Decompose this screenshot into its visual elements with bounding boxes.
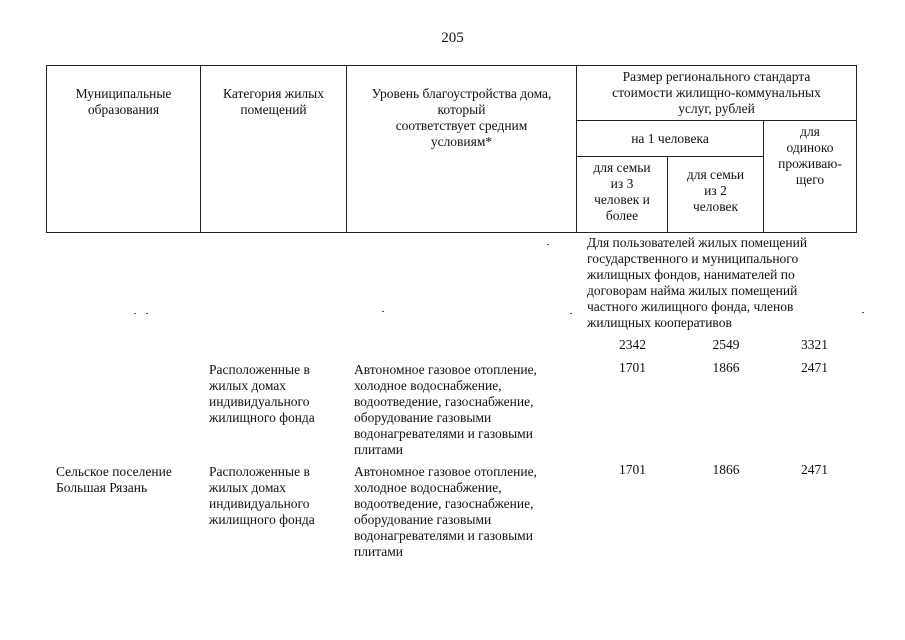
users-subheading: Для пользователей жилых помещений государственного и муниципального жилищных фондов, нанимателей по договорам найма жилых помещений частного жилищного фонда, членов жилищных кооперативов <box>587 235 808 330</box>
header-per-person-text: на 1 человека <box>631 131 709 146</box>
row-1-single-value: 3321 <box>801 337 828 352</box>
row-3-category: Расположенные в жилых домах индивидуального жилищного фонда <box>209 464 315 527</box>
table-header <box>46 65 857 233</box>
row-2-single-value: 2471 <box>801 360 828 375</box>
row-3-single-value: 2471 <box>801 462 828 477</box>
row-3-municipal-formation: Сельское поселение Большая Рязань <box>56 464 172 495</box>
header-housing-category <box>201 66 347 233</box>
header-regional-standard-text: Размер регионального стандарта стоимости жилищно-коммунальных услуг, рублей <box>612 69 821 116</box>
header-municipal-formations <box>47 66 201 233</box>
header-municipal-formations-text: Муниципальные образования <box>75 86 172 117</box>
header-family-2 <box>668 157 764 233</box>
row-3-improvement-level: Автономное газовое отопление, холодное водоснабжение, водоотведение, газоснабжение, оборудование газовыми водонагревателями и газовыми плитами <box>354 464 537 559</box>
header-housing-category-text: Категория жилых помещений <box>223 86 324 117</box>
row-2-improvement-level: Автономное газовое отопление, холодное водоснабжение, водоотведение, газоснабжение, оборудование газовыми водонагревателями и газовыми плитами <box>354 362 537 457</box>
header-single-resident <box>764 121 857 233</box>
header-regional-standard <box>577 66 857 121</box>
header-improvement-level <box>347 66 577 233</box>
row-2-category: Расположенные в жилых домах индивидуального жилищного фонда <box>209 362 315 425</box>
scan-speck <box>862 312 864 313</box>
header-per-person <box>577 121 764 157</box>
scan-speck <box>570 313 572 314</box>
row-2-family-2-value: 1866 <box>712 360 740 375</box>
header-family-3-plus <box>577 157 668 233</box>
row-3-family-2-value: 1866 <box>712 462 740 477</box>
header-single-resident-text: для одиноко проживаю- щего <box>778 124 842 187</box>
page-number: 205 <box>441 30 464 46</box>
scan-speck <box>547 244 549 245</box>
row-1-family-2-value: 2549 <box>712 337 740 352</box>
header-family-3-plus-text: для семьи из 3 человек и более <box>593 160 651 223</box>
scan-speck <box>382 311 384 312</box>
scan-speck <box>146 313 148 314</box>
header-improvement-level-text: Уровень благоустройства дома, который соответствует средним условиям* <box>371 86 552 149</box>
row-3-family-3-value: 1701 <box>619 462 646 477</box>
row-2-family-3-value: 1701 <box>619 360 646 375</box>
row-1-family-3-value: 2342 <box>619 337 646 352</box>
header-family-2-text: для семьи из 2 человек <box>686 167 745 214</box>
scan-speck <box>134 313 136 314</box>
